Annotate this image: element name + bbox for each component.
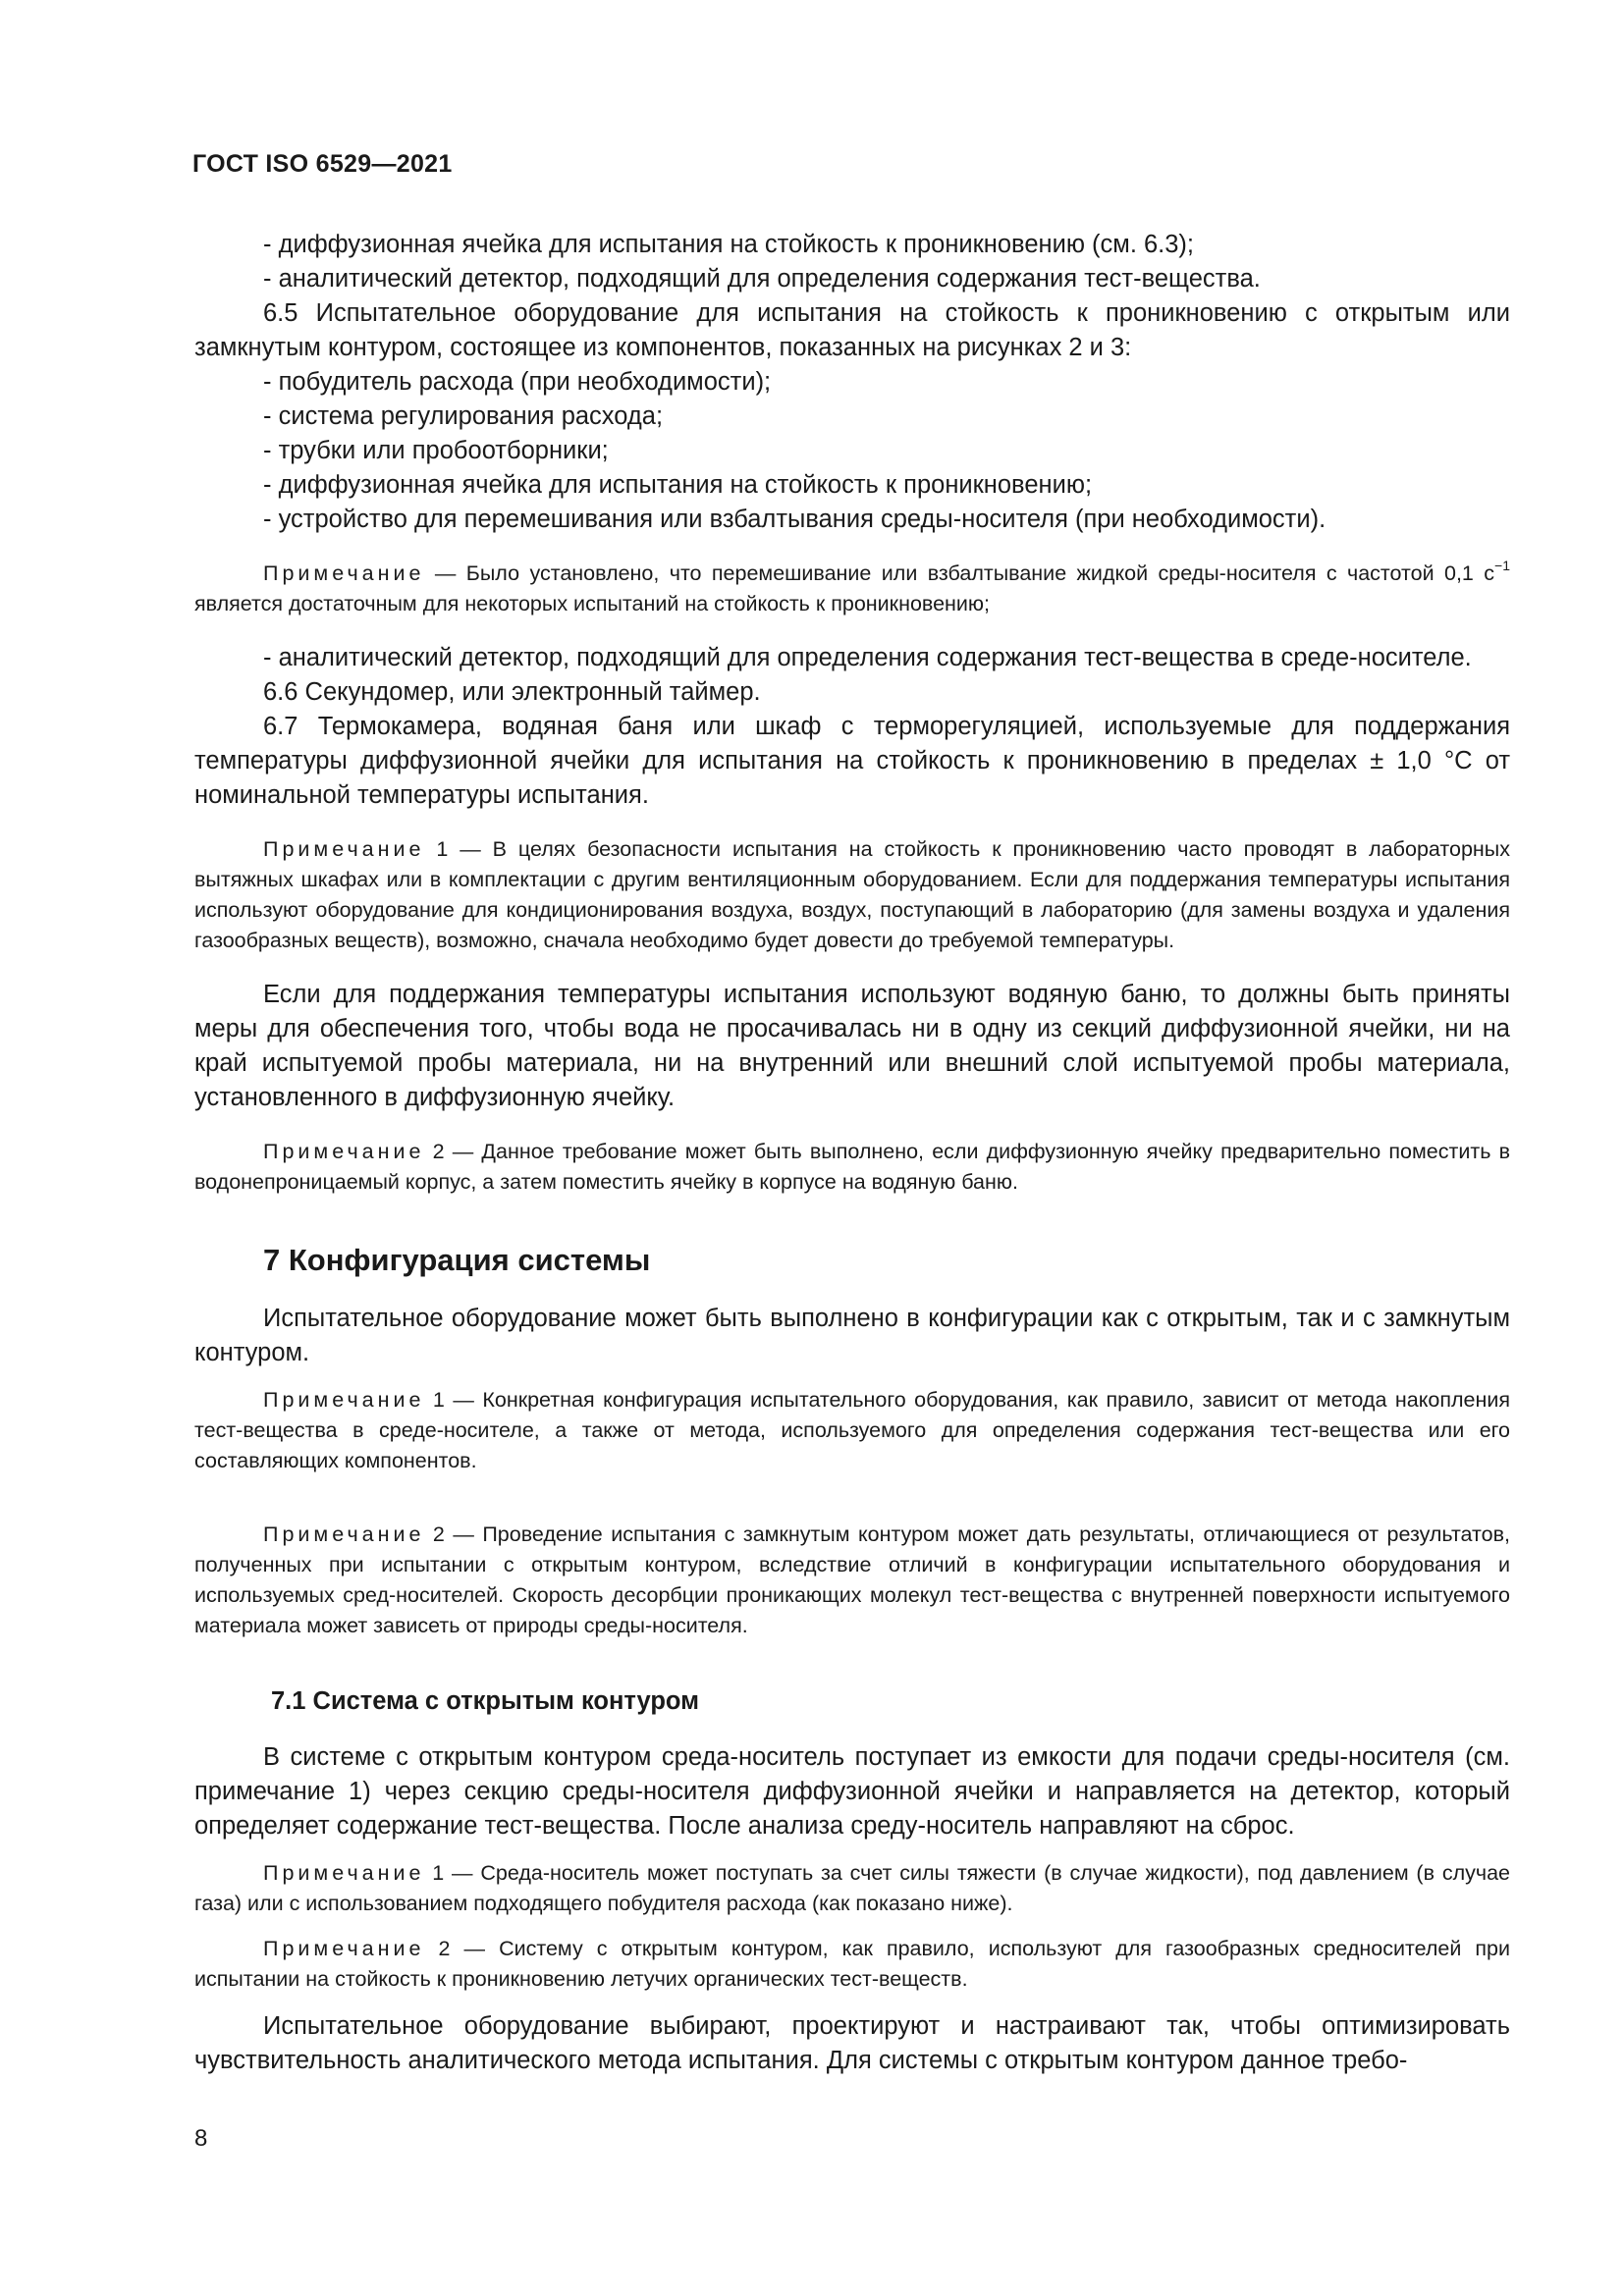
list-item: - аналитический детектор, подходящий для определения содержания тест-вещества. — [263, 265, 1261, 293]
list-item: - устройство для перемешивания или взбалтывания среды-носителя (при необходимости). — [263, 506, 1326, 533]
superscript: −1 — [1494, 557, 1510, 573]
note-stirring: Примечание — Было установлено, что перемешивание или взбалтывание жидкой среды-носителя с частотой 0,1 $с^{-1}$ является достаточным для некоторых испытаний на стойкость к проникновению; — [194, 557, 1510, 615]
note-6-7-2: Примечание 2 — Данное требование может быть выполнено, если диффузионную ячейку предварительно поместить в водонепроницаемый корпус, а затем поместить ячейку в корпусе на водяную баню. — [194, 1140, 1510, 1194]
clause-6-5: 6.5 Испытательное оборудование для испытания на стойкость к проникновению с открытым или замкнутым контуром, состоящее из компонентов, показанных на рисунках 2 и 3: — [194, 299, 1510, 361]
list-item: - диффузионная ячейка для испытания на стойкость к проникновению (см. 6.3); — [263, 231, 1195, 258]
section-7-intro: Испытательное оборудование может быть выполнено в конфигурации как с открытым, так и с замкнутым контуром. — [194, 1305, 1510, 1366]
list-item-detector: - аналитический детектор, подходящий для определения содержания тест-вещества в среде-носителе. — [263, 644, 1472, 671]
document-code-header: ГОСТ ISO 6529—2021 — [192, 150, 453, 178]
note-7-1-2: Примечание 2 — Систему с открытым контуром, как правило, используют для газообразных средносителей при испытании на стойкость к проникновению летучих органических тест-веществ. — [194, 1937, 1510, 1991]
note-7-1: Примечание 1 — Конкретная конфигурация испытательного оборудования, как правило, зависит от метода накопления тест-вещества в среде-носителе, а также от метода, используемого для определения содержания тест-вещества или его составляющих компонентов. — [194, 1388, 1510, 1472]
section-7-1-paragraph-2: Испытательное оборудование выбирают, проектируют и настраивают так, чтобы оптимизировать чувствительность аналитического метода испытания. Для системы с открытым контуром данное требо- — [194, 2012, 1510, 2074]
note-label: Примечание — [263, 1861, 425, 1885]
note-label: Примечание — [263, 1937, 425, 1960]
list-item: - диффузионная ячейка для испытания на стойкость к проникновению; — [263, 471, 1093, 499]
note-label: Примечание — [263, 1140, 425, 1163]
note-label: Примечание — [263, 837, 425, 861]
note-label: Примечание — [263, 561, 425, 585]
list-item: - система регулирования расхода; — [263, 402, 664, 430]
note-7-2: Примечание 2 — Проведение испытания с замкнутым контуром может дать результаты, отличающиеся от результатов, полученных при испытании с открытым контуром, вследствие отличий в конфигурации испытательного оборудования и используемых сред-носителей. Скорость десорбции проникающих молекул тест-вещества с внутренней поверхности испытуемого материала может зависеть от природы среды-носителя. — [194, 1522, 1510, 1637]
list-item: - трубки или пробоотборники; — [263, 437, 609, 464]
clause-6-7: 6.7 Термокамера, водяная баня или шкаф с терморегуляцией, используемые для поддержания температуры диффузионной ячейки для испытания на стойкость к проникновению в пределах ± 1,0 °С от номинальной температуры испытания. — [194, 713, 1510, 809]
note-label: Примечание — [263, 1388, 425, 1412]
list-item: - побудитель расхода (при необходимости); — [263, 368, 772, 396]
note-6-7-1: Примечание 1 — В целях безопасности испытания на стойкость к проникновению часто проводят в лабораторных вытяжных шкафах или в комплектации с другим вентиляционным оборудованием. Если для поддержания температуры испытания используют оборудование для кондиционирования воздуха, воздух, поступающий в лабораторию (для замены воздуха и удаления газообразных веществ), возможно, сначала необходимо будет довести до требуемой температуры. — [194, 837, 1510, 952]
section-7-title: 7 Конфигурация системы — [263, 1243, 651, 1277]
page-content — [194, 228, 1510, 2078]
clause-6-6: 6.6 Секундомер, или электронный таймер. — [263, 678, 761, 706]
note-7-1-1: Примечание 1 — Среда-носитель может поступать за счет силы тяжести (в случае жидкости), под давлением (в случае газа) или с использованием подходящего побудителя расхода (как показано ниже). — [194, 1861, 1510, 1915]
page-number: 8 — [194, 2125, 208, 2152]
note-label: Примечание — [263, 1522, 425, 1546]
section-7-1-paragraph: В системе с открытым контуром среда-носитель поступает из емкости для подачи среды-носителя (см. примечание 1) через секцию среды-носителя диффузионной ячейки и направляется на детектор, который определяет содержание тест-вещества. После анализа среду-носитель направляют на сброс. — [194, 1743, 1510, 1840]
paragraph-water-bath: Если для поддержания температуры испытания используют водяную баню, то должны быть приняты меры для обеспечения того, чтобы вода не просачивалась ни в одну из секций диффузионной ячейки, ни на край испытуемой пробы материала, ни на внутренний или внешний слой испытуемой пробы материала, установленного в диффузионную ячейку. — [194, 981, 1510, 1111]
section-7-1-title: 7.1 Система с открытым контуром — [271, 1687, 700, 1715]
